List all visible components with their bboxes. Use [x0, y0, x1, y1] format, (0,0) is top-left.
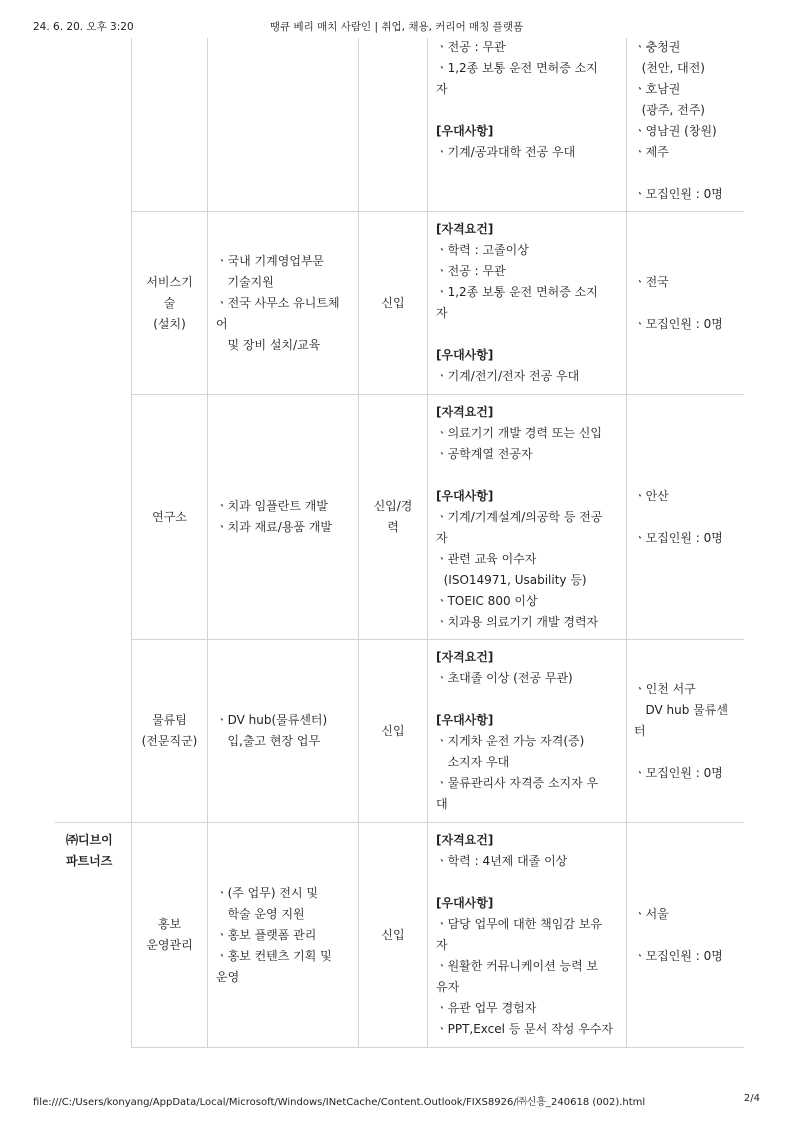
blank-line [436, 465, 624, 486]
section-label: [우대사항] [436, 348, 494, 362]
duties-cell [216, 395, 357, 639]
text-line: 운영관리 [146, 938, 193, 952]
blank-line [436, 872, 624, 893]
text-line: ㆍ홍보 플랫폼 관리 [216, 927, 317, 942]
text-line: 신입/경 [373, 499, 413, 513]
text-line: ㆍ기계/전기/전자 전공 우대 [436, 369, 580, 383]
text-line: 유자 [436, 980, 460, 994]
duties-cell [216, 640, 357, 822]
department-cell [132, 640, 207, 822]
employment-type-cell [359, 823, 427, 1047]
table-line [207, 38, 208, 1048]
text-line: 홍보 [157, 917, 182, 931]
section-label: [자격요건] [436, 833, 494, 847]
text-line: ㆍ학력 : 4년제 대졸 이상 [436, 854, 568, 868]
table-line [626, 38, 627, 1048]
text-line: ㆍ기계/공과대학 전공 우대 [436, 145, 576, 159]
text-line: 터 [634, 723, 646, 738]
text-line: ㈜디브이 [66, 833, 113, 847]
text-line: ㆍ관련 교육 이수자 [436, 552, 537, 566]
text-line: 대 [436, 797, 448, 811]
text-line: 운영 [216, 969, 240, 984]
location-cell [634, 640, 744, 822]
text-line: ㆍ호남권 [634, 82, 681, 96]
requirements-cell [436, 37, 624, 163]
blank-line [436, 100, 624, 121]
text-line: ㆍ전국 사무소 유니트체 [216, 295, 340, 310]
text-line: ㆍ1,2종 보통 운전 면허증 소지 [436, 61, 598, 75]
text-line: 어 [216, 316, 228, 331]
text-line: 자 [436, 82, 448, 96]
text-line: 자 [436, 531, 448, 545]
text-line: ㆍ유관 업무 경험자 [436, 1001, 537, 1015]
section-label: [자격요건] [436, 405, 494, 419]
text-line: ㆍ서울 [634, 906, 669, 921]
requirements-cell [436, 830, 624, 1040]
text-line: ㆍ모집인원 : 0명 [634, 530, 723, 545]
text-line: ㆍ제주 [634, 145, 669, 159]
location-cell [634, 212, 744, 394]
text-line: (광주, 전주) [634, 103, 705, 117]
location-cell [634, 37, 744, 205]
text-line: ㆍ전공 : 무관 [436, 264, 506, 278]
text-line: 신입 [381, 295, 405, 310]
text-line: ㆍ치과 재료/용품 개발 [216, 520, 333, 534]
text-line: 자 [436, 938, 448, 952]
text-line: ㆍ(주 업무) 전시 및 [216, 885, 318, 900]
file-path: file:///C:/Users/konyang/AppData/Local/Microsoft/Windows/INetCache/Content.Outlook/FIXS8926/㈜신흥_240618 (002).html [33, 1097, 646, 1108]
text-line: ㆍ모집인원 : 0명 [634, 765, 723, 780]
text-line: ㆍ국내 기계영업부문 [216, 253, 325, 268]
text-line: 소지자 우대 [436, 755, 510, 769]
text-line: ㆍ초대졸 이상 (전공 무관) [436, 671, 573, 685]
section-label: [자격요건] [436, 222, 494, 236]
employment-type-cell [359, 395, 427, 639]
text-line: ㆍ의료기기 개발 경력 또는 신입 [436, 426, 602, 440]
table-line [427, 38, 428, 1048]
page-title: 땡큐 베리 매치 사람인 | 취업, 채용, 커리어 매칭 플랫폼 [269, 21, 524, 33]
text-line: ㆍ기계/기계설계/의공학 등 전공 [436, 510, 603, 524]
text-line: ㆍ학력 : 고졸이상 [436, 243, 529, 257]
text-line: 물류팀 [152, 713, 187, 727]
text-line: (설치) [153, 316, 186, 331]
text-line: 서비스기 [146, 274, 193, 289]
section-label: [우대사항] [436, 713, 494, 727]
text-line: 신입 [381, 927, 405, 942]
section-label: [우대사항] [436, 124, 494, 138]
text-line: (천안, 대전) [634, 61, 705, 75]
text-line: (전문직군) [141, 734, 198, 748]
text-line: ㆍ모집인원 : 0명 [634, 316, 723, 331]
section-label: [자격요건] [436, 650, 494, 664]
text-line: 기술지원 [216, 274, 274, 289]
print-datetime: 24. 6. 20. 오후 3:20 [33, 21, 134, 33]
text-line: ㆍ전국 [634, 274, 669, 289]
text-line: ㆍ원활한 커뮤니케이션 능력 보 [436, 959, 599, 973]
blank-line [634, 925, 723, 946]
page-number: 2/4 [743, 1093, 760, 1104]
requirements-cell [436, 647, 624, 815]
text-line: ㆍ물류관리사 자격증 소지자 우 [436, 776, 599, 790]
text-line: ㆍ1,2종 보통 운전 면허증 소지 [436, 285, 598, 299]
department-cell [132, 823, 207, 1047]
text-line: ㆍTOEIC 800 이상 [436, 594, 538, 608]
section-label: [우대사항] [436, 896, 494, 910]
blank-line [634, 507, 723, 528]
blank-line [634, 293, 723, 314]
text-line: 연구소 [152, 509, 187, 524]
text-line: ㆍDV hub(물류센터) [216, 713, 328, 727]
blank-line [436, 689, 624, 710]
text-line: 신입 [381, 723, 405, 738]
text-line: DV hub 물류센 [634, 702, 728, 717]
text-line: 학술 운영 지원 [216, 906, 305, 921]
employment-type-cell [359, 640, 427, 822]
section-label: [우대사항] [436, 489, 494, 503]
department-cell [132, 212, 207, 394]
text-line: 및 장비 설치/교육 [216, 337, 321, 352]
text-line: ㆍ안산 [634, 488, 669, 503]
text-line: 파트너즈 [66, 854, 113, 868]
text-line: ㆍPPT,Excel 등 문서 작성 우수자 [436, 1022, 613, 1036]
duties-cell [216, 212, 357, 394]
text-line: ㆍ담당 업무에 대한 책임감 보유 [436, 917, 602, 931]
text-line: ㆍ전공 : 무관 [436, 40, 506, 54]
location-cell [634, 823, 744, 1047]
blank-line [436, 324, 624, 345]
text-line: ㆍ인천 서구 [634, 681, 696, 696]
duties-cell [216, 823, 357, 1047]
text-line: ㆍ모집인원 : 0명 [634, 187, 723, 201]
employment-type-cell [359, 212, 427, 394]
requirements-cell [436, 402, 624, 633]
text-line: ㆍ지게차 운전 가능 자격(증) [436, 734, 585, 748]
blank-line [634, 742, 728, 763]
text-line: ㆍ치과용 의료기기 개발 경력자 [436, 615, 599, 629]
requirements-cell [436, 219, 624, 387]
text-line: ㆍ홍보 컨텐츠 기획 및 [216, 948, 332, 963]
text-line: 입,출고 현장 업무 [216, 734, 321, 748]
text-line: ㆍ공학계열 전공자 [436, 447, 533, 461]
text-line: ㆍ영남권 (창원) [634, 124, 717, 138]
text-line: ㆍ충청권 [634, 40, 681, 54]
company-name [66, 830, 130, 872]
text-line: 술 [163, 295, 176, 310]
text-line: ㆍ모집인원 : 0명 [634, 948, 723, 963]
text-line: ㆍ치과 임플란트 개발 [216, 499, 328, 513]
table-line [131, 1047, 744, 1048]
blank-line [634, 163, 744, 184]
text-line: 자 [436, 306, 448, 320]
text-line: 력 [387, 520, 399, 534]
location-cell [634, 395, 744, 639]
department-cell [132, 395, 207, 639]
text-line: (ISO14971, Usability 등) [436, 573, 587, 587]
